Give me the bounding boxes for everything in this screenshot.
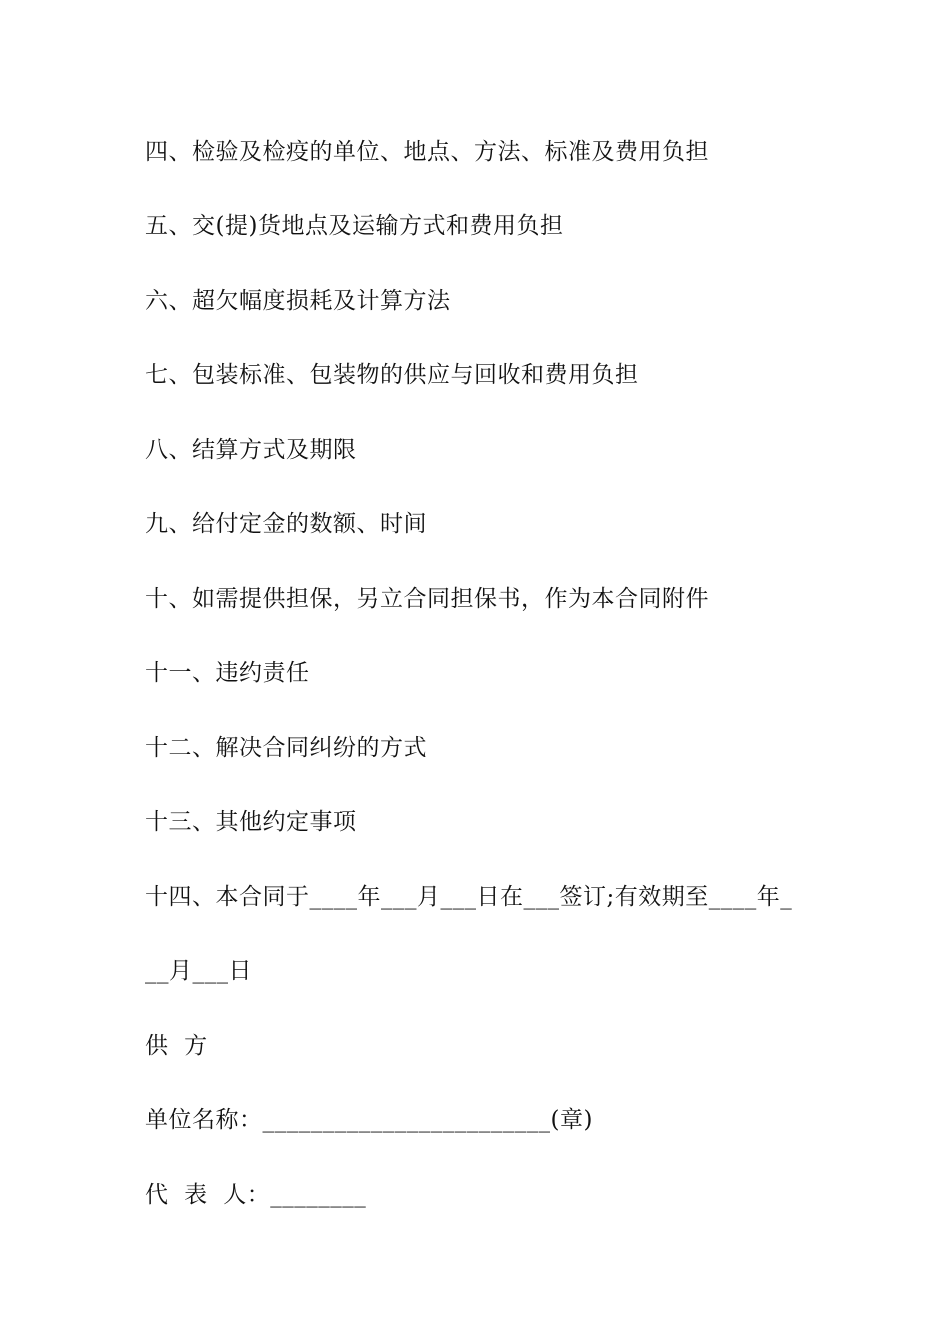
clause-4-inspection: 四、检验及检疫的单位、地点、方法、标准及费用负担 bbox=[145, 139, 709, 165]
clause-12-disputes: 十二、解决合同纠纷的方式 bbox=[145, 735, 427, 761]
clause-7-packaging: 七、包装标准、包装物的供应与回收和费用负担 bbox=[145, 362, 639, 388]
unit-name-field: 单位名称：________________________(章) bbox=[145, 1107, 593, 1133]
clause-8-settlement: 八、结算方式及期限 bbox=[145, 437, 357, 463]
representative-field: 代 表 人：________ bbox=[145, 1182, 367, 1208]
clause-14-signing-cont: __月___日 bbox=[145, 958, 252, 984]
clause-6-loss: 六、超欠幅度损耗及计算方法 bbox=[145, 288, 451, 314]
clause-5-delivery: 五、交(提)货地点及运输方式和费用负担 bbox=[145, 213, 564, 239]
clause-14-signing: 十四、本合同于____年___月___日在___签订;有效期至____年_ bbox=[145, 884, 793, 910]
clause-10-guarantee: 十、如需提供担保，另立合同担保书，作为本合同附件 bbox=[145, 586, 709, 612]
clause-13-other: 十三、其他约定事项 bbox=[145, 809, 357, 835]
clause-11-liability: 十一、违约责任 bbox=[145, 660, 310, 686]
clause-9-deposit: 九、给付定金的数额、时间 bbox=[145, 511, 427, 537]
supplier-heading: 供 方 bbox=[145, 1033, 208, 1059]
